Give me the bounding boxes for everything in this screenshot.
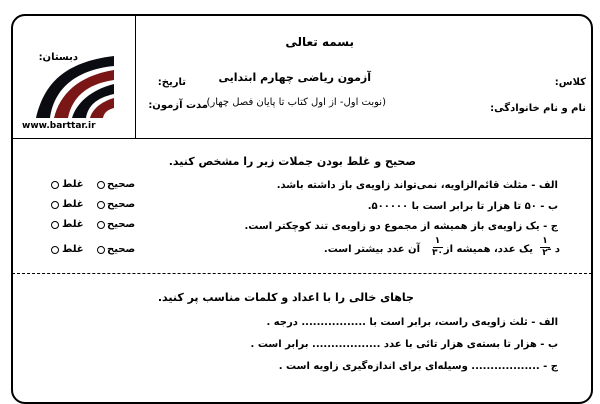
tf-item-3-true-radio[interactable] (97, 221, 105, 229)
tf-item-1-true-radio[interactable] (97, 181, 105, 189)
tf-item-3-true-label: صحیح (107, 219, 136, 230)
tf-item-2-true-radio[interactable] (97, 201, 105, 209)
tf-item-3-false-label: غلط (62, 219, 84, 230)
tf-item-4-fraction-thirtieth: ۱ ۳۰ (432, 236, 443, 258)
name-label: نام و نام خانوادگی: (490, 103, 586, 114)
tf-item-4-prefix: د - (547, 244, 560, 255)
tf-item-1-true-label: صحیح (107, 179, 136, 190)
section2-instruction: جاهای خالی را با اعداد و کلمات مناسب پر کنید. (157, 291, 414, 304)
exam-subtitle: (نوبت اول- از اول کتاب تا پایان فصل چهار) (206, 97, 386, 108)
fill-item-3: ج - .................. وسیله‌ای برای اندازه‌گیری زاویه است . (278, 361, 558, 372)
section1-instruction: صحیح و غلط بودن جملات زیر را مشخص کنید. (168, 155, 416, 168)
tf-item-4-suffix: آن عدد بیشتر است. (323, 244, 420, 255)
tf-item-3-text: ج - یک زاویه‌ی باز همیشه از مجموع دو زاویه‌ی تند کوچکتر است. (244, 221, 558, 232)
section-divider (12, 273, 592, 274)
tf-item-4-false-radio[interactable] (51, 246, 59, 254)
tf-item-4-false-label: غلط (62, 244, 84, 255)
website-url: www.barttar.ir (22, 121, 96, 131)
tf-item-1-text: الف - مثلث قائم‌الزاویه، نمی‌تواند زاویه‌ی باز داشته باشد. (276, 180, 558, 191)
tf-item-2-true-label: صحیح (107, 199, 136, 210)
header-bottom-line (12, 138, 592, 139)
duration-label: مدت آزمون: (148, 100, 208, 111)
tf-item-3-false-radio[interactable] (51, 221, 59, 229)
exam-title: آزمون ریاضی چهارم ابتدایی (218, 71, 371, 84)
school-label: دبستان: (38, 52, 78, 63)
barttar-logo (34, 54, 116, 120)
tf-item-4-true-label: صحیح (107, 244, 136, 255)
tf-item-2-false-radio[interactable] (51, 201, 59, 209)
fill-item-1: الف - ثلث زاویه‌ی راست، برابر است با ................. درجه . (266, 317, 558, 328)
fill-item-2: ب - هزار تا بسته‌ی هزار تائی با عدد .................. برابر است . (250, 339, 558, 350)
tf-item-2-false-label: غلط (62, 199, 84, 210)
tf-item-1-false-label: غلط (62, 179, 84, 190)
tf-item-2-text: ب - ۵۰ تا هزار تا برابر است با ۵۰۰۰۰۰. (367, 201, 558, 212)
tf-item-4-true-radio[interactable] (97, 246, 105, 254)
tf-item-4-fraction-half: ۱ ۲ (540, 237, 550, 258)
bismillah: بسمه تعالی (285, 35, 354, 49)
tf-item-1-false-radio[interactable] (51, 181, 59, 189)
tf-item-4-middle: یک عدد، همیشه از (443, 244, 533, 255)
date-label: تاریخ: (157, 77, 186, 88)
header-divider (135, 15, 136, 138)
class-label: کلاس: (554, 77, 586, 88)
